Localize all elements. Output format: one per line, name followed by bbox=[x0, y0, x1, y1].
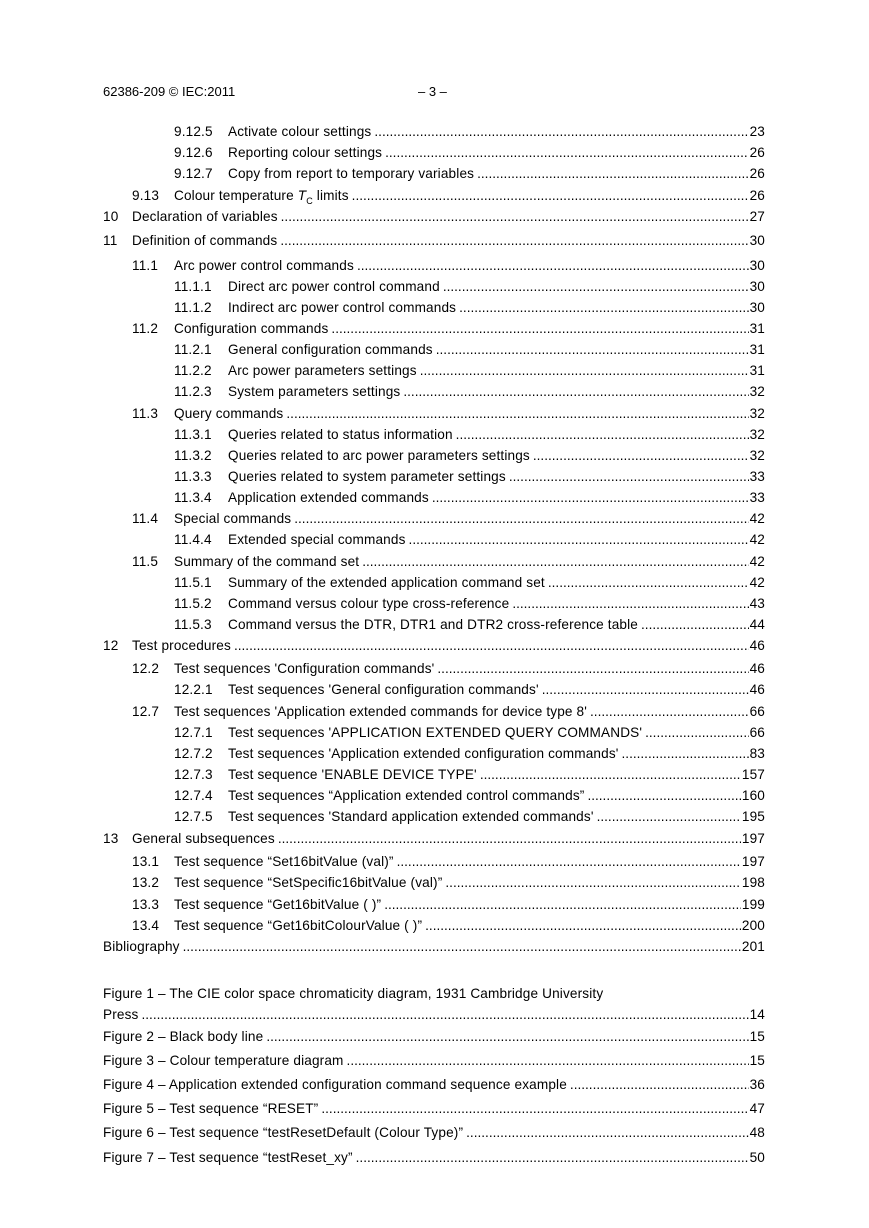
entry-page-number: 42 bbox=[749, 532, 765, 547]
entry-title: Declaration of variables bbox=[132, 209, 278, 224]
entry-number: 11.2.3 bbox=[174, 384, 212, 399]
dot-leader bbox=[280, 232, 748, 250]
entry-title: Indirect arc power control commands bbox=[228, 300, 457, 315]
entry-page-number: 200 bbox=[741, 918, 765, 933]
entry-number: 11.4 bbox=[132, 511, 159, 526]
entry-number: 11.3 bbox=[132, 406, 159, 421]
entry-number: 12.2 bbox=[132, 661, 160, 676]
toc-entry[interactable] bbox=[0, 553, 869, 571]
dot-leader bbox=[352, 187, 749, 205]
dot-leader bbox=[266, 1028, 748, 1046]
entry-number: 12.7.2 bbox=[174, 746, 213, 761]
entry-page-number: 26 bbox=[749, 145, 765, 160]
dot-leader bbox=[548, 574, 749, 592]
entry-page-number: 31 bbox=[749, 363, 765, 378]
document-id: 62386-209 © IEC:2011 bbox=[103, 84, 236, 99]
entry-title: Figure 7 – Test sequence “testReset_xy” bbox=[103, 1150, 353, 1165]
figure-entry[interactable] bbox=[0, 1124, 869, 1142]
dot-leader bbox=[403, 383, 748, 401]
dot-leader bbox=[509, 468, 749, 486]
entry-title: Definition of commands bbox=[132, 233, 278, 248]
dot-leader bbox=[480, 766, 741, 784]
toc-entry[interactable] bbox=[0, 637, 869, 655]
entry-title: Figure 6 – Test sequence “testResetDefault (Colour Type)” bbox=[103, 1125, 464, 1140]
entry-title: Test sequence “Get16bitValue ( )” bbox=[174, 897, 382, 912]
dot-leader bbox=[437, 660, 748, 678]
toc-entry[interactable] bbox=[0, 123, 869, 141]
entry-page-number: 50 bbox=[749, 1150, 765, 1165]
dot-leader bbox=[142, 1006, 749, 1024]
entry-page-number: 66 bbox=[749, 704, 765, 719]
toc-entry[interactable] bbox=[0, 232, 869, 250]
entry-page-number: 157 bbox=[741, 767, 765, 782]
entry-title: Test sequences 'Application extended configuration commands' bbox=[228, 746, 619, 761]
entry-page-number: 199 bbox=[741, 897, 765, 912]
entry-page-number: 42 bbox=[749, 554, 765, 569]
entry-page-number: 26 bbox=[749, 188, 765, 203]
toc-entry[interactable] bbox=[0, 595, 869, 613]
toc-entry[interactable] bbox=[0, 278, 869, 296]
entry-number: 10 bbox=[103, 209, 119, 224]
entry-number: 13 bbox=[103, 831, 119, 846]
entry-number: 9.12.7 bbox=[174, 166, 213, 181]
toc-entry[interactable] bbox=[0, 724, 869, 742]
entry-page-number: 197 bbox=[741, 854, 765, 869]
dot-leader bbox=[357, 257, 749, 275]
entry-page-number: 15 bbox=[749, 1053, 765, 1068]
entry-page-number: 201 bbox=[741, 939, 765, 954]
entry-page-number: 32 bbox=[749, 384, 765, 399]
figure-entry-line: Figure 1 – The CIE color space chromaticity diagram, 1931 Cambridge University bbox=[103, 986, 604, 1001]
entry-page-number: 48 bbox=[749, 1125, 765, 1140]
entry-number: 12.7.5 bbox=[174, 809, 213, 824]
entry-title: Test sequence 'ENABLE DEVICE TYPE' bbox=[228, 767, 477, 782]
entry-number: 11.5.2 bbox=[174, 596, 212, 611]
entry-number: 11.5.1 bbox=[174, 575, 212, 590]
dot-leader bbox=[409, 531, 749, 549]
entry-number: 11.3.3 bbox=[174, 469, 212, 484]
dot-leader bbox=[456, 426, 749, 444]
entry-page-number: 30 bbox=[749, 300, 765, 315]
dot-leader bbox=[512, 595, 748, 613]
toc-entry[interactable] bbox=[0, 660, 869, 678]
entry-number: 9.12.5 bbox=[174, 124, 213, 139]
entry-number: 13.2 bbox=[132, 875, 160, 890]
dot-leader bbox=[542, 681, 749, 699]
entry-title: Command versus the DTR, DTR1 and DTR2 cross-reference table bbox=[228, 617, 639, 632]
entry-number: 12.2.1 bbox=[174, 682, 213, 697]
entry-number: 11 bbox=[103, 233, 118, 248]
entry-number: 12 bbox=[103, 638, 119, 653]
entry-title: Figure 2 – Black body line bbox=[103, 1029, 264, 1044]
entry-title: Activate colour settings bbox=[228, 124, 372, 139]
toc-entry[interactable] bbox=[0, 426, 869, 444]
dot-leader bbox=[459, 299, 748, 317]
toc-entry[interactable] bbox=[0, 938, 869, 956]
entry-page-number: 14 bbox=[749, 1007, 765, 1022]
figure-entry[interactable] bbox=[0, 1149, 869, 1167]
dot-leader bbox=[234, 637, 749, 655]
entry-number: 11.2 bbox=[132, 321, 159, 336]
entry-number: 13.1 bbox=[132, 854, 160, 869]
entry-number: 12.7.4 bbox=[174, 788, 213, 803]
entry-title: Test sequences 'Standard application extended commands' bbox=[228, 809, 594, 824]
dot-leader bbox=[587, 787, 740, 805]
toc-entry[interactable] bbox=[0, 144, 869, 162]
toc-entry[interactable] bbox=[0, 745, 869, 763]
entry-title: Command versus colour type cross-reference bbox=[228, 596, 510, 611]
toc-entry[interactable] bbox=[0, 320, 869, 338]
toc-entry[interactable] bbox=[0, 489, 869, 507]
dot-leader bbox=[443, 278, 749, 296]
entry-page-number: 46 bbox=[749, 661, 765, 676]
toc-entry[interactable] bbox=[0, 341, 869, 359]
dot-leader bbox=[347, 1052, 749, 1070]
entry-number: 11.3.2 bbox=[174, 448, 212, 463]
entry-title: Figure 4 – Application extended configuration command sequence example bbox=[103, 1077, 567, 1092]
dot-leader bbox=[477, 165, 748, 183]
entry-page-number: 160 bbox=[741, 788, 765, 803]
toc-entry[interactable] bbox=[0, 362, 869, 380]
dot-leader bbox=[445, 874, 740, 892]
entry-title: Test sequences 'General configuration commands' bbox=[228, 682, 539, 697]
entry-title: Figure 3 – Colour temperature diagram bbox=[103, 1053, 344, 1068]
entry-page-number: 32 bbox=[749, 448, 765, 463]
entry-title: Summary of the command set bbox=[174, 554, 360, 569]
toc-entry[interactable] bbox=[0, 808, 869, 826]
entry-number: 11.5 bbox=[132, 554, 159, 569]
entry-title: Colour temperature $T_C$ limits bbox=[174, 188, 349, 206]
dot-leader bbox=[281, 208, 749, 226]
dot-leader bbox=[420, 362, 749, 380]
entry-page-number: 30 bbox=[749, 279, 765, 294]
toc-entry[interactable] bbox=[0, 703, 869, 721]
toc-entry[interactable] bbox=[0, 917, 869, 935]
entry-title: Test sequence “Get16bitColourValue ( )” bbox=[174, 918, 423, 933]
dot-leader bbox=[374, 123, 748, 141]
dot-leader bbox=[432, 489, 749, 507]
entry-page-number: 31 bbox=[749, 321, 765, 336]
figure-entry[interactable] bbox=[0, 1028, 869, 1046]
entry-page-number: 197 bbox=[741, 831, 765, 846]
toc-entry[interactable] bbox=[0, 510, 869, 528]
entry-page-number: 66 bbox=[749, 725, 765, 740]
dot-leader bbox=[183, 938, 741, 956]
entry-title: General configuration commands bbox=[228, 342, 433, 357]
entry-number: 11.3.4 bbox=[174, 490, 212, 505]
entry-title: Test sequence “Set16bitValue (val)” bbox=[174, 854, 394, 869]
entry-title: Press bbox=[103, 1007, 139, 1022]
toc-entry[interactable] bbox=[0, 896, 869, 914]
entry-number: 13.3 bbox=[132, 897, 160, 912]
entry-page-number: 83 bbox=[749, 746, 765, 761]
toc-entry[interactable] bbox=[0, 257, 869, 275]
toc-entry[interactable] bbox=[0, 766, 869, 784]
dot-leader bbox=[645, 724, 748, 742]
dot-leader bbox=[570, 1076, 749, 1094]
entry-page-number: 30 bbox=[749, 233, 765, 248]
entry-title: Queries related to status information bbox=[228, 427, 453, 442]
dot-leader bbox=[597, 808, 741, 826]
figure-entry[interactable] bbox=[0, 1052, 869, 1070]
entry-title: Test procedures bbox=[132, 638, 231, 653]
entry-title: Summary of the extended application command set bbox=[228, 575, 545, 590]
entry-number: 11.5.3 bbox=[174, 617, 212, 632]
entry-title: Configuration commands bbox=[174, 321, 329, 336]
toc-entry[interactable] bbox=[0, 299, 869, 317]
entry-page-number: 46 bbox=[749, 682, 765, 697]
dot-leader bbox=[362, 553, 748, 571]
toc-entry[interactable] bbox=[0, 830, 869, 848]
entry-title: Test sequences 'APPLICATION EXTENDED QUERY COMMANDS' bbox=[228, 725, 643, 740]
entry-number: 11.1.1 bbox=[174, 279, 212, 294]
dot-leader bbox=[397, 853, 741, 871]
page-number: – 3 – bbox=[418, 84, 447, 99]
toc-entry[interactable] bbox=[0, 681, 869, 699]
entry-title: Direct arc power control command bbox=[228, 279, 440, 294]
entry-page-number: 195 bbox=[741, 809, 765, 824]
entry-number: 9.12.6 bbox=[174, 145, 213, 160]
entry-page-number: 46 bbox=[749, 638, 765, 653]
entry-page-number: 30 bbox=[749, 258, 765, 273]
dot-leader bbox=[425, 917, 741, 935]
dot-leader bbox=[590, 703, 749, 721]
entry-page-number: 32 bbox=[749, 427, 765, 442]
dot-leader bbox=[278, 830, 741, 848]
dot-leader bbox=[466, 1124, 748, 1142]
dot-leader bbox=[356, 1149, 749, 1167]
entry-title: Query commands bbox=[174, 406, 284, 421]
entry-title: Reporting colour settings bbox=[228, 145, 383, 160]
toc-entry[interactable] bbox=[0, 468, 869, 486]
entry-number: 13.4 bbox=[132, 918, 160, 933]
entry-page-number: 36 bbox=[749, 1077, 765, 1092]
toc-entry[interactable] bbox=[0, 165, 869, 183]
entry-title: Extended special commands bbox=[228, 532, 406, 547]
entry-number: 11.4.4 bbox=[174, 532, 212, 547]
dot-leader bbox=[385, 144, 748, 162]
entry-title: Arc power parameters settings bbox=[228, 363, 417, 378]
dot-leader bbox=[641, 616, 749, 634]
dot-leader bbox=[321, 1100, 748, 1118]
entry-page-number: 27 bbox=[749, 209, 765, 224]
entry-number: 12.7.3 bbox=[174, 767, 213, 782]
figure-entry[interactable] bbox=[0, 1076, 869, 1094]
entry-page-number: 32 bbox=[749, 406, 765, 421]
dot-leader bbox=[533, 447, 749, 465]
entry-title: Test sequences 'Application extended commands for device type 8' bbox=[174, 704, 588, 719]
toc-entry[interactable] bbox=[0, 447, 869, 465]
entry-page-number: 47 bbox=[749, 1101, 765, 1116]
dot-leader bbox=[294, 510, 748, 528]
entry-page-number: 33 bbox=[749, 490, 765, 505]
toc-entry[interactable] bbox=[0, 531, 869, 549]
entry-number: 9.13 bbox=[132, 188, 160, 203]
entry-page-number: 26 bbox=[749, 166, 765, 181]
toc-entry[interactable] bbox=[0, 616, 869, 634]
figure-entry[interactable] bbox=[0, 1100, 869, 1118]
entry-title: Test sequences 'Configuration commands' bbox=[174, 661, 435, 676]
toc-entry[interactable] bbox=[0, 853, 869, 871]
entry-title: System parameters settings bbox=[228, 384, 401, 399]
figure-entry[interactable] bbox=[0, 1006, 869, 1024]
entry-number: 11.2.1 bbox=[174, 342, 212, 357]
entry-title: Queries related to arc power parameters settings bbox=[228, 448, 530, 463]
toc-entry[interactable] bbox=[0, 383, 869, 401]
entry-page-number: 33 bbox=[749, 469, 765, 484]
entry-page-number: 43 bbox=[749, 596, 765, 611]
entry-title: Test sequences “Application extended control commands” bbox=[228, 788, 585, 803]
entry-title: Arc power control commands bbox=[174, 258, 354, 273]
entry-number: 11.1 bbox=[132, 258, 159, 273]
dot-leader bbox=[436, 341, 749, 359]
entry-page-number: 23 bbox=[749, 124, 765, 139]
dot-leader bbox=[384, 896, 741, 914]
entry-number: 11.2.2 bbox=[174, 363, 212, 378]
toc-entry[interactable] bbox=[0, 405, 869, 423]
entry-number: 12.7.1 bbox=[174, 725, 213, 740]
entry-page-number: 198 bbox=[741, 875, 765, 890]
entry-title: Queries related to system parameter settings bbox=[228, 469, 506, 484]
entry-number: 11.1.2 bbox=[174, 300, 212, 315]
entry-title: Copy from report to temporary variables bbox=[228, 166, 475, 181]
dot-leader bbox=[331, 320, 748, 338]
entry-title: Bibliography bbox=[103, 939, 180, 954]
entry-title: Special commands bbox=[174, 511, 292, 526]
entry-title: General subsequences bbox=[132, 831, 275, 846]
entry-number: 11.3.1 bbox=[174, 427, 212, 442]
entry-page-number: 15 bbox=[749, 1029, 765, 1044]
entry-title: Test sequence “SetSpecific16bitValue (val)” bbox=[174, 875, 443, 890]
entry-page-number: 42 bbox=[749, 511, 765, 526]
toc-entry[interactable] bbox=[0, 574, 869, 592]
entry-page-number: 44 bbox=[749, 617, 765, 632]
toc-entry[interactable] bbox=[0, 787, 869, 805]
entry-title: Application extended commands bbox=[228, 490, 429, 505]
dot-leader bbox=[286, 405, 748, 423]
dot-leader bbox=[622, 745, 749, 763]
toc-entry[interactable] bbox=[0, 874, 869, 892]
toc-entry[interactable] bbox=[0, 208, 869, 226]
entry-title: Figure 5 – Test sequence “RESET” bbox=[103, 1101, 319, 1116]
toc-entry[interactable] bbox=[0, 187, 869, 205]
entry-number: 12.7 bbox=[132, 704, 160, 719]
entry-page-number: 31 bbox=[749, 342, 765, 357]
entry-page-number: 42 bbox=[749, 575, 765, 590]
